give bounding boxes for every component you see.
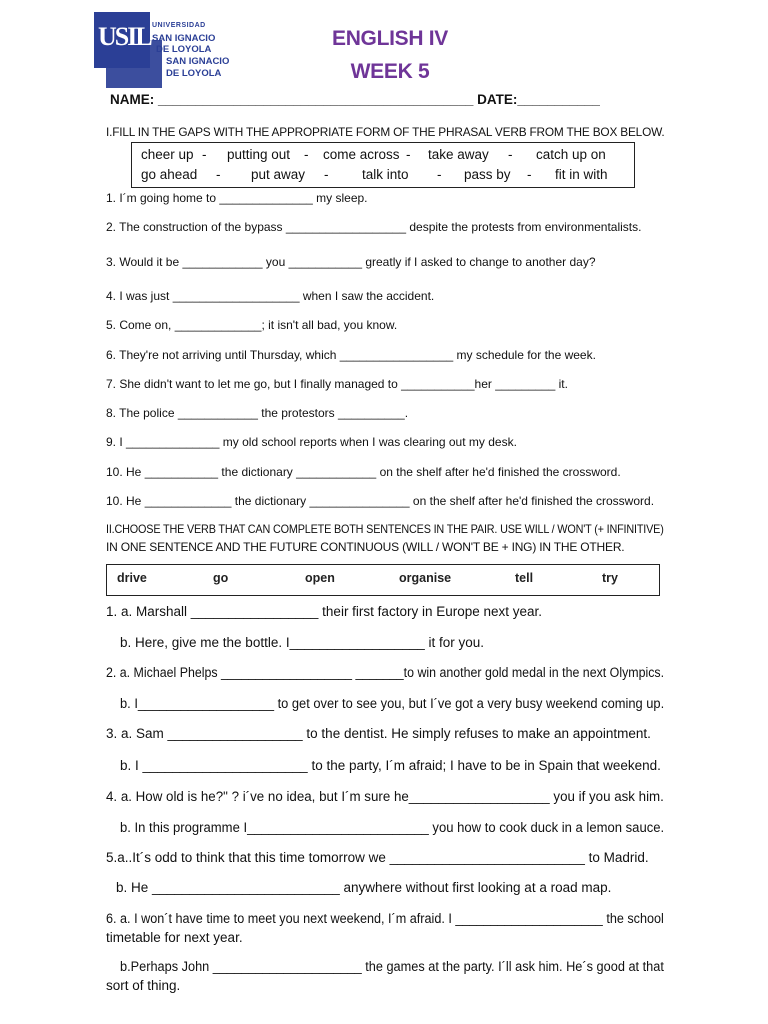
exercise-item: 1. I´m going home to ______________ my sleep.	[106, 191, 368, 205]
section2-instruction-line1: II.CHOOSE THE VERB THAT CAN COMPLETE BOTH SENTENCES IN THE PAIR. USE WILL / WON'T (+ INFINITIVE)	[106, 522, 664, 536]
page-title: ENGLISH IV	[331, 27, 449, 50]
exercise-item: 6. a. I won´t have time to meet you next weekend, I´m afraid. I _____________________ the school	[106, 911, 664, 926]
box-dash: -	[304, 147, 309, 162]
box-dash: -	[216, 167, 221, 182]
exercise-item: 9. I ______________ my old school reports when I was clearing out my desk.	[106, 435, 517, 449]
verb-option: tell	[515, 571, 534, 585]
exercise-item: 10. He ___________ the dictionary ____________ on the shelf after he'd finished the crossword.	[106, 465, 621, 479]
box-dash: -	[406, 147, 411, 162]
logo-name-line3: SAN IGNACIO	[166, 56, 230, 67]
verb-option: try	[602, 571, 618, 585]
box-dash: -	[527, 167, 532, 182]
box-word: put away	[251, 167, 306, 182]
exercise-item: 3. Would it be ____________ you ___________ greatly if I asked to change to another day?	[106, 255, 596, 269]
logo-name-line1: SAN IGNACIO	[152, 33, 216, 44]
exercise-item: 7. She didn't want to let me go, but I finally managed to ___________her _________ it.	[106, 377, 568, 391]
exercise-item: 6. They're not arriving until Thursday, which _________________ my schedule for the week.	[106, 348, 596, 362]
exercise-item: 1. a. Marshall _________________ their first factory in Europe next year.	[106, 604, 543, 619]
box-word: come across	[323, 147, 400, 162]
exercise-item: 2. The construction of the bypass __________________ despite the protests from environmentalists.	[106, 220, 642, 234]
exercise-item: b. I ______________________ to the party, I´m afraid; I have to be in Spain that weekend.	[120, 758, 661, 773]
box-word: fit in with	[555, 167, 608, 182]
exercise-item: b. I___________________ to get over to see you, but I´ve got a very busy weekend coming up.	[120, 696, 665, 711]
verb-option: open	[305, 571, 335, 585]
box-word: pass by	[464, 167, 511, 182]
box-dash: -	[202, 147, 207, 162]
box-word: cheer up	[141, 147, 194, 162]
box-dash: -	[437, 167, 442, 182]
exercise-item: 10. He _____________ the dictionary _______________ on the shelf after he'd finished the crossword.	[106, 494, 655, 508]
exercise-item-continuation: timetable for next year.	[106, 930, 243, 945]
box-word: talk into	[362, 167, 409, 182]
logo-letters: USIL	[98, 22, 151, 51]
exercise-item: 4. I was just ___________________ when I saw the accident.	[106, 289, 435, 303]
page-subtitle: WEEK 5	[350, 60, 430, 83]
exercise-item: 3. a. Sam __________________ to the dentist. He simply refuses to make an appointment.	[106, 726, 651, 741]
box-word: catch up on	[536, 147, 606, 162]
logo-university-label: UNIVERSIDAD	[152, 22, 206, 29]
box-word: take away	[428, 147, 489, 162]
exercise-item: b. Here, give me the bottle. I__________________ it for you.	[120, 635, 485, 650]
exercise-item: 8. The police ____________ the protestors __________.	[106, 406, 409, 420]
name-date-line: NAME: __________________________________________ DATE:___________	[110, 92, 600, 107]
box-dash: -	[508, 147, 513, 162]
exercise-item: b. He _________________________ anywhere without first looking at a road map.	[116, 880, 612, 895]
exercise-item: b.Perhaps John _____________________ the games at the party. I´ll ask him. He´s good at that	[120, 959, 664, 974]
section2-instruction-line2: IN ONE SENTENCE AND THE FUTURE CONTINUOUS (WILL / WON'T BE + ING) IN THE OTHER.	[106, 540, 625, 554]
exercise-item-continuation: sort of thing.	[106, 978, 181, 993]
verb-option: organise	[399, 571, 452, 585]
verb-box	[106, 564, 660, 596]
exercise-item: 2. a. Michael Phelps ___________________ _______to win another gold medal in the next Olympics.	[106, 665, 665, 680]
box-word: go ahead	[141, 167, 198, 182]
verb-option: go	[213, 571, 229, 585]
verb-option: drive	[117, 571, 147, 585]
logo-name-line4: DE LOYOLA	[166, 68, 222, 79]
section1-instruction: I.FILL IN THE GAPS WITH THE APPROPRIATE FORM OF THE PHRASAL VERB FROM THE BOX BELOW.	[106, 125, 665, 139]
exercise-item: 4. a. How old is he?" ? i´ve no idea, but I´m sure he___________________ you if you ask him.	[106, 789, 664, 804]
box-dash: -	[324, 167, 329, 182]
exercise-item: b. In this programme I_________________________ you how to cook duck in a lemon sauce.	[120, 820, 665, 835]
logo-name-line2: DE LOYOLA	[156, 44, 212, 55]
exercise-item: 5.a..It´s odd to think that this time tomorrow we __________________________ to Madrid.	[106, 850, 649, 865]
box-word: putting out	[227, 147, 291, 162]
exercise-item: 5. Come on, _____________; it isn't all bad, you know.	[106, 318, 398, 332]
